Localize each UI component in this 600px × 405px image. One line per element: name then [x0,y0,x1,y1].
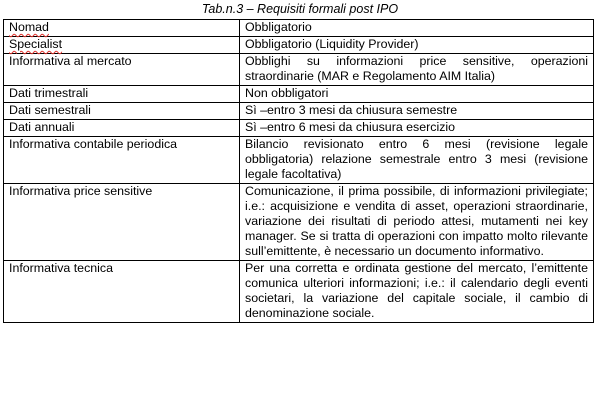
row-label: Dati trimestrali [4,86,240,103]
table-caption: Tab.n.3 – Requisiti formali post IPO [201,2,399,16]
table-row [4,103,594,120]
row-value: Non obbligatori [240,86,594,103]
table-row [4,20,594,37]
row-value: Per una corretta e ordinata gestione del mercato, l’emittente comunica ulteriori informazioni; i.e.: il calendario degli eventi societari, la variazione del capitale sociale, il cambio di denominazione sociale. [240,261,594,323]
row-label: Dati semestrali [4,103,240,120]
row-label [4,20,240,37]
row-value: Obbligatorio [240,20,594,37]
row-value: Obbligatorio (Liquidity Provider) [240,37,594,54]
table-row [4,184,594,261]
row-value: Bilancio revisionato entro 6 mesi (revisione legale obbligatoria) relazione semestrale entro 3 mesi (revisione legale facoltativa) [240,137,594,184]
row-label: Informativa al mercato [4,54,240,86]
row-value: Comunicazione, il prima possibile, di informazioni privilegiate; i.e.: acquisizione e vendita di asset, operazioni straordinarie, variazione dei risultati di periodo attesi, mutamenti nei key manager. Se si tratta di operazioni con impatto molto rilevante sull’emittente, è necessario un documento informativo. [240,184,594,261]
row-label-text: Specialist [9,37,63,51]
row-label: Informativa tecnica [4,261,240,323]
row-value: Obblighi su informazioni price sensitive, operazioni straordinarie (MAR e Regolamento AIM Italia) [240,54,594,86]
requirements-table [3,19,594,323]
row-label: Dati annuali [4,120,240,137]
row-label: Informativa contabile periodica [4,137,240,184]
row-label [4,37,240,54]
table-row [4,120,594,137]
table-row [4,86,594,103]
table-row [4,137,594,184]
row-label: Informativa price sensitive [4,184,240,261]
table-row [4,261,594,323]
row-label-text: Nomad [9,20,49,34]
table-row [4,54,594,86]
row-value: Sì –entro 3 mesi da chiusura semestre [240,103,594,120]
table-row [4,37,594,54]
row-value: Sì –entro 6 mesi da chiusura esercizio [240,120,594,137]
